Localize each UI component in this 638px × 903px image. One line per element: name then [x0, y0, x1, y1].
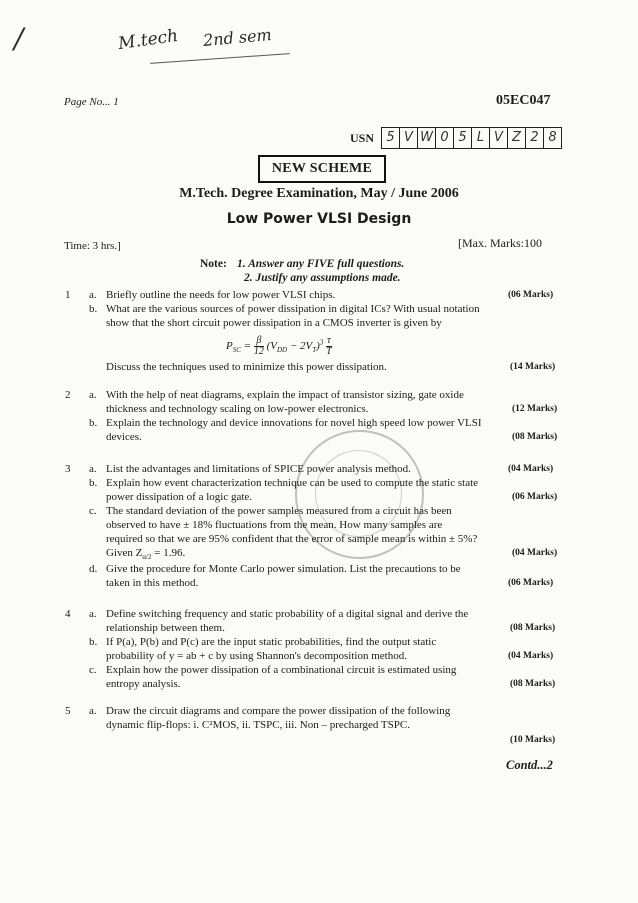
- marks-label: (04 Marks): [512, 548, 558, 558]
- usn-cell: 8: [548, 130, 557, 145]
- short-circuit-power-formula: $P_{SC} = \frac{\beta}{12} (V_{DD} - 2V_T)^3 \frac{\tau}{T}$: [226, 335, 332, 357]
- paper-code: 05EC047: [496, 93, 551, 108]
- question-number: 1: [65, 289, 71, 301]
- marks-label: (04 Marks): [508, 651, 554, 661]
- subpart-label: c.: [89, 505, 97, 517]
- question-text: show that the short circuit power dissipation in a CMOS inverter is given by: [106, 317, 442, 329]
- question-number: 5: [65, 705, 71, 717]
- usn-cell: L: [472, 128, 490, 148]
- note-2: 2. Justify any assumptions made.: [244, 272, 401, 284]
- subpart-label: b.: [89, 303, 98, 315]
- usn-label: USN: [350, 131, 375, 145]
- marks-label: (14 Marks): [510, 362, 556, 372]
- question-text: Discuss the techniques used to minimize this power dissipation.: [106, 361, 387, 373]
- handwritten-note-course: M.tech: [116, 25, 180, 55]
- question-text: probability of y = ab + c by using Shannon's decomposition method.: [106, 650, 407, 662]
- note-1: 1. Answer any FIVE full questions.: [237, 258, 405, 270]
- question-text: observed to have ± 18% fluctuations from the mean. How many samples are: [106, 519, 443, 531]
- question-text: The standard deviation of the power samples measured from a circuit has been: [106, 505, 452, 517]
- given-value: Given $Z_{\alpha/2} = 1.96$.: [106, 547, 186, 562]
- handwritten-underline: [150, 53, 290, 64]
- question-text: entropy analysis.: [106, 678, 181, 690]
- question-text: Define switching frequency and static probability of a digital signal and derive the: [106, 608, 469, 620]
- note-label: Note:: [200, 258, 227, 270]
- marks-label: (06 Marks): [508, 578, 554, 588]
- marks-label: (12 Marks): [512, 404, 558, 414]
- marks-label: (04 Marks): [508, 464, 554, 474]
- exam-title: M.Tech. Degree Examination, May / June 2006: [179, 186, 459, 201]
- subpart-label: a.: [89, 289, 97, 301]
- page-number: Page No... 1: [64, 96, 119, 108]
- question-number: 4: [65, 608, 71, 620]
- question-text: thickness and technology scaling on low-power electronics.: [106, 403, 369, 415]
- time-allowed: Time: 3 hrs.]: [64, 240, 121, 252]
- usn-cell: W: [418, 128, 436, 148]
- subpart-label: a.: [89, 608, 97, 620]
- usn-cell: V: [490, 128, 508, 148]
- subpart-label: a.: [89, 389, 97, 401]
- question-text: dynamic flip-flops: i. C²MOS, ii. TSPC, iii. Non – precharged TSPC.: [106, 719, 410, 731]
- subpart-label: b.: [89, 477, 98, 489]
- question-number: 3: [65, 463, 71, 475]
- subpart-label: b.: [89, 636, 98, 648]
- question-text: required so that we are 95% confident that the error of sample mean is within ± 5%?: [106, 533, 478, 545]
- question-text: Briefly outline the needs for low power VLSI chips.: [106, 289, 336, 301]
- subpart-label: a.: [89, 463, 97, 475]
- subject-title: Low Power VLSI Design: [226, 211, 412, 227]
- marks-label: (06 Marks): [512, 492, 558, 502]
- usn-box: [381, 127, 562, 149]
- usn-cell: Z: [508, 128, 526, 148]
- usn-cell: 5: [382, 128, 400, 148]
- question-number: 2: [65, 389, 71, 401]
- handwritten-note-semester: 2nd sem: [202, 25, 273, 50]
- marks-label: (08 Marks): [512, 432, 558, 442]
- question-text: Explain how event characterization technique can be used to compute the static state: [106, 477, 479, 489]
- marks-label: (08 Marks): [510, 679, 556, 689]
- usn-cell: 5: [454, 128, 472, 148]
- marks-label: (10 Marks): [510, 735, 556, 745]
- question-text: Draw the circuit diagrams and compare the power dissipation of the following: [106, 705, 451, 717]
- question-text: relationship between them.: [106, 622, 225, 634]
- subpart-label: a.: [89, 705, 97, 717]
- question-text: devices.: [106, 431, 142, 443]
- usn-cell: V: [400, 128, 418, 148]
- question-text: What are the various sources of power dissipation in digital ICs? With usual notation: [106, 303, 480, 315]
- question-text: List the advantages and limitations of SPICE power analysis method.: [106, 463, 411, 475]
- subpart-label: b.: [89, 417, 98, 429]
- question-text: With the help of neat diagrams, explain the impact of transistor sizing, gate oxide: [106, 389, 464, 401]
- continued-note: Contd...2: [506, 758, 553, 772]
- scheme-box: NEW SCHEME: [258, 155, 386, 183]
- question-text: Explain how the power dissipation of a combinational circuit is estimated using: [106, 664, 457, 676]
- usn-cell: 0: [436, 128, 454, 148]
- question-text: If P(a), P(b) and P(c) are the input static probabilities, find the output static: [106, 636, 437, 648]
- marks-label: (06 Marks): [508, 290, 554, 300]
- subpart-label: c.: [89, 664, 97, 676]
- question-text: Explain the technology and device innovations for novel high speed low power VLSI: [106, 417, 482, 429]
- question-text: taken in this method.: [106, 577, 199, 589]
- max-marks: [Max. Marks:100: [458, 236, 542, 250]
- margin-mark: /: [14, 22, 24, 55]
- usn-cell: 2: [526, 128, 544, 148]
- subpart-label: d.: [89, 563, 98, 575]
- question-text: Give the procedure for Monte Carlo power simulation. List the precautions to be: [106, 563, 461, 575]
- question-text: power dissipation of a logic gate.: [106, 491, 253, 503]
- marks-label: (08 Marks): [510, 623, 556, 633]
